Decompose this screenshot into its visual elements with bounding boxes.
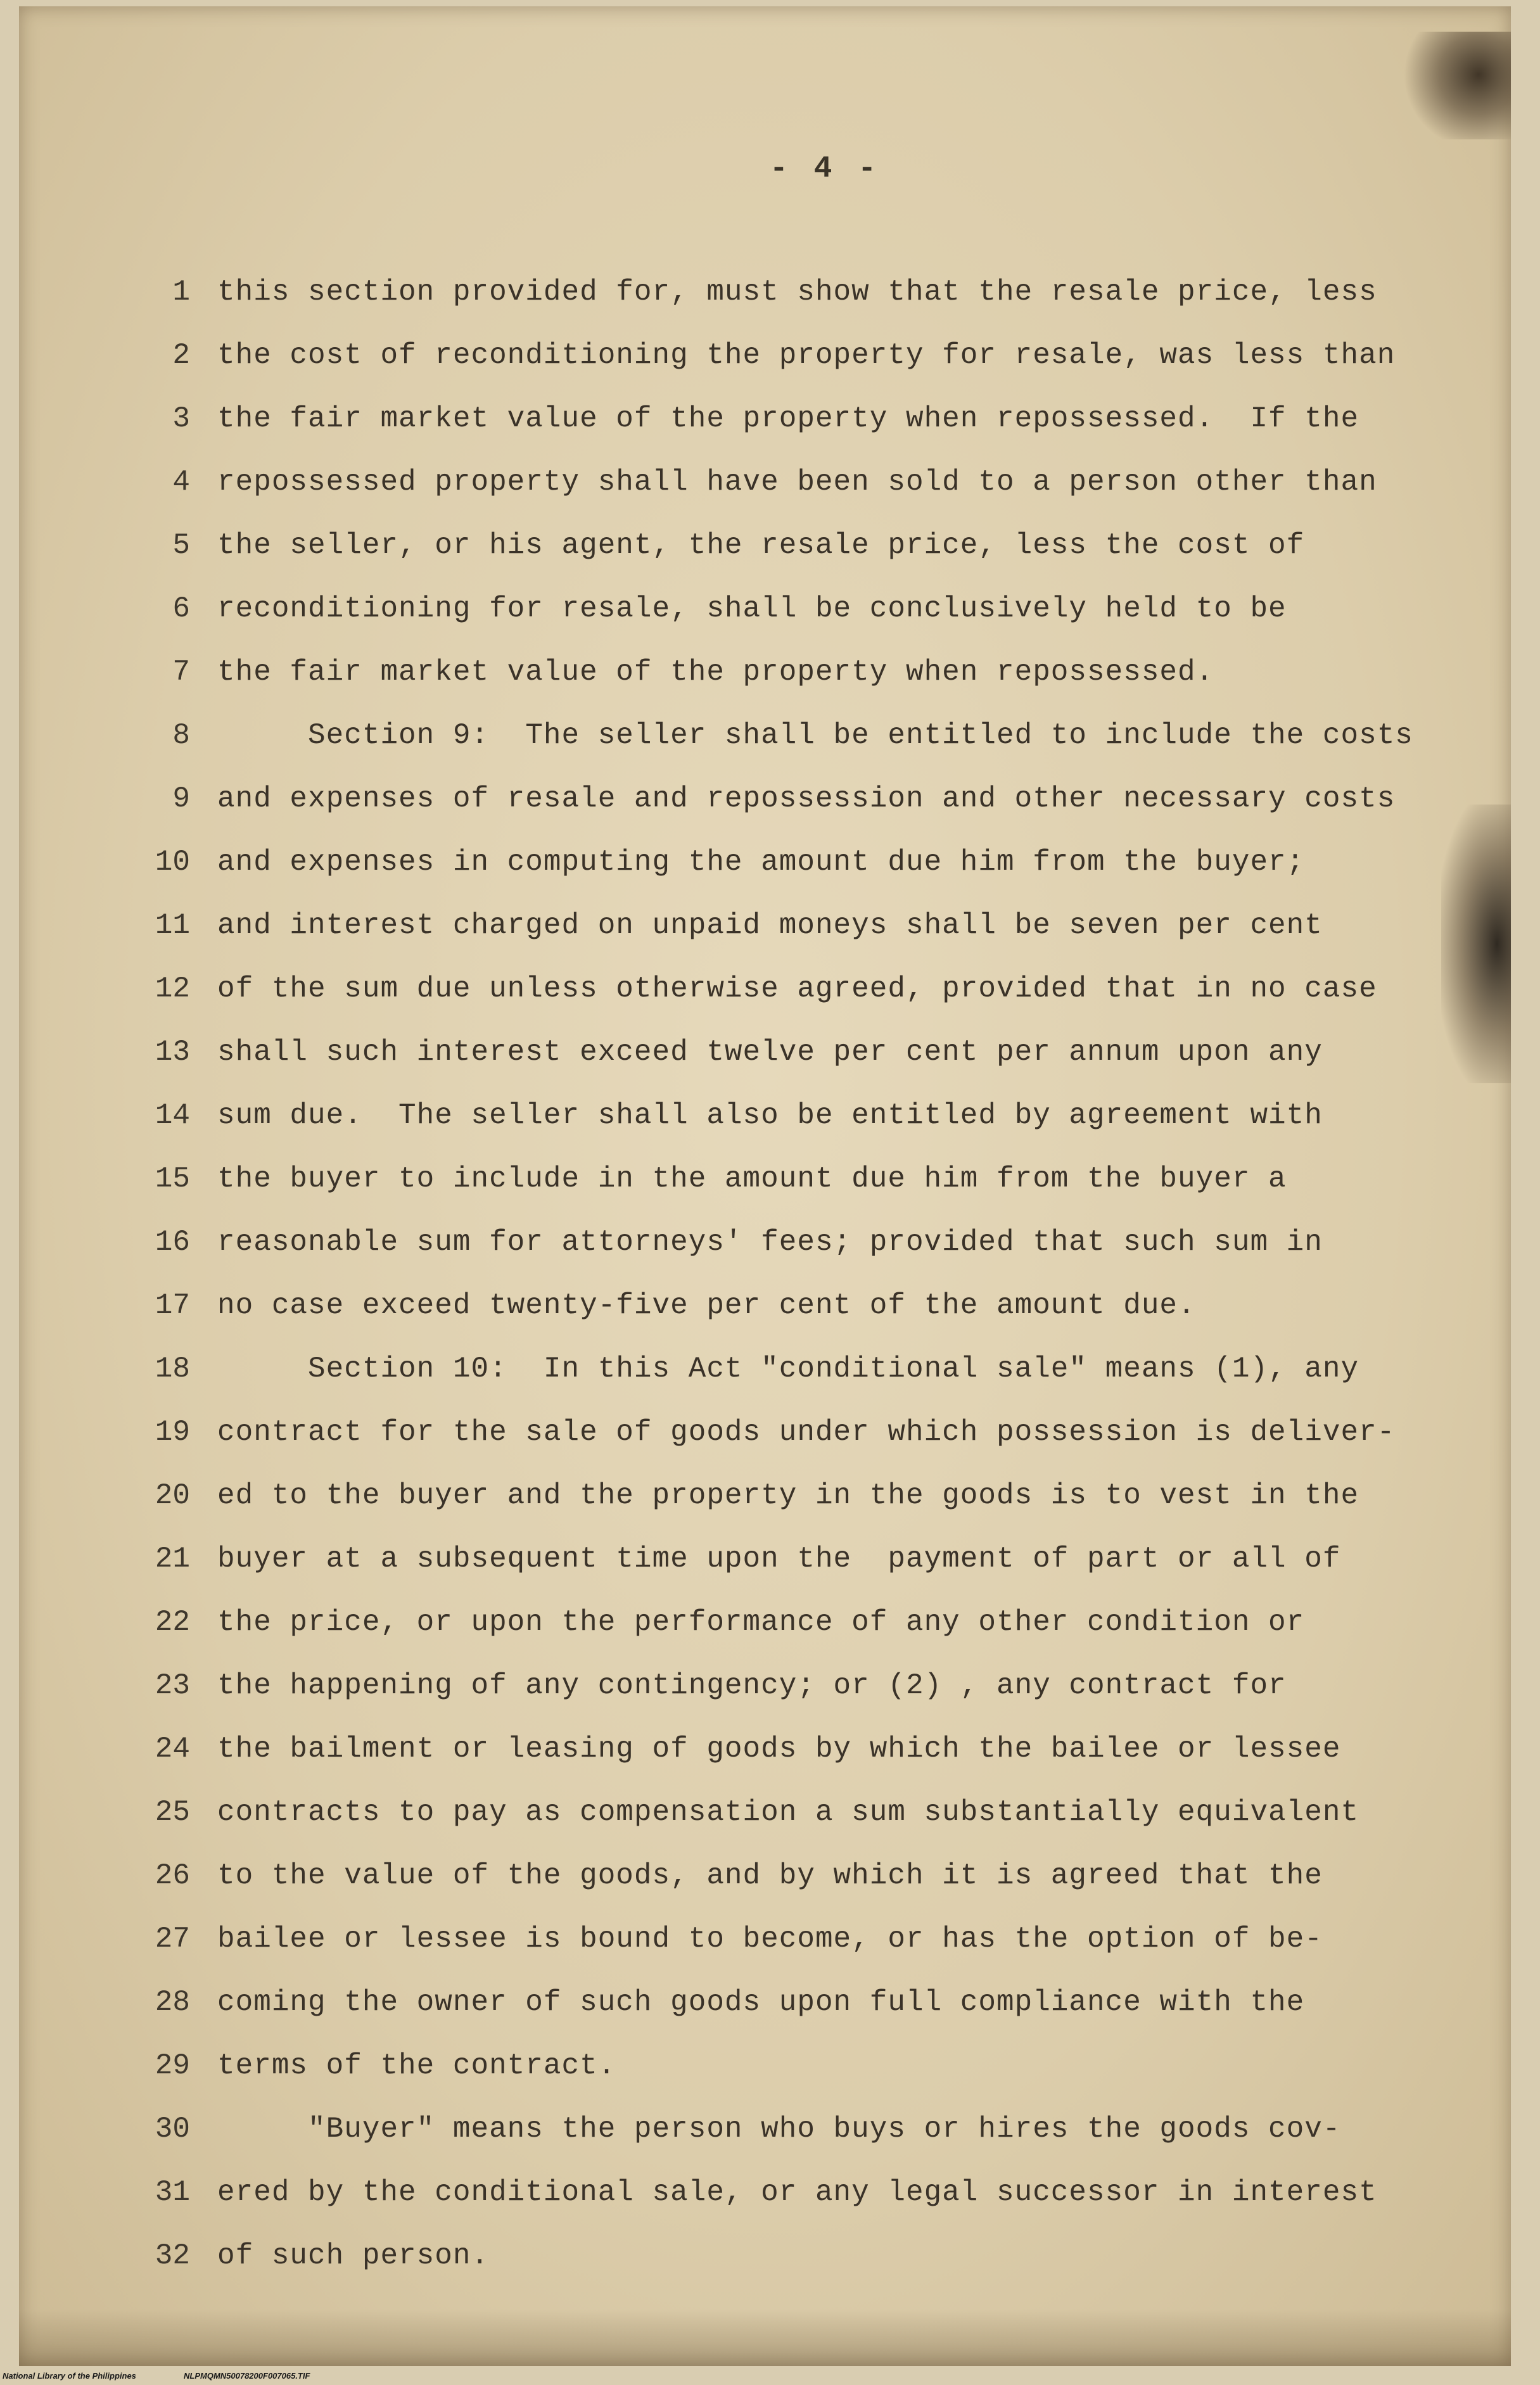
line-number: 1 (172, 276, 190, 308)
line-text: and expenses in computing the amount due him from the buyer; (217, 846, 1305, 879)
line-text: this section provided for, must show that the resale price, less (217, 276, 1377, 308)
line-text: no case exceed twenty-five per cent of the amount due. (217, 1289, 1196, 1322)
stain-top-right (1403, 32, 1511, 139)
line-number: 20 (155, 1479, 190, 1512)
line-text: reasonable sum for attorneys' fees; provided that such sum in (217, 1226, 1323, 1259)
line-number: 27 (155, 1923, 190, 1956)
line-text: sum due. The seller shall also be entitled by agreement with (217, 1099, 1323, 1132)
line-number: 22 (155, 1606, 190, 1639)
line-number: 7 (172, 656, 190, 689)
line-number: 24 (155, 1733, 190, 1765)
line-number: 28 (155, 1986, 190, 2019)
line-text: the cost of reconditioning the property for resale, was less than (217, 339, 1396, 372)
line-text: of the sum due unless otherwise agreed, provided that in no case (217, 972, 1377, 1005)
line-text: and expenses of resale and repossession and other necessary costs (217, 782, 1396, 815)
line-text: contract for the sale of goods under which possession is deliver- (217, 1416, 1396, 1449)
line-text: terms of the contract. (217, 2049, 616, 2082)
line-number: 2 (172, 339, 190, 372)
line-text: ered by the conditional sale, or any legal successor in interest (217, 2176, 1377, 2209)
line-number: 30 (155, 2113, 190, 2146)
line-number: 14 (155, 1099, 190, 1132)
line-number: 5 (172, 529, 190, 562)
line-number: 16 (155, 1226, 190, 1259)
line-text: bailee or lessee is bound to become, or has the option of be- (217, 1923, 1323, 1956)
line-number: 17 (155, 1289, 190, 1322)
page-edge-shadow (19, 2309, 1511, 2366)
line-number: 3 (172, 402, 190, 435)
line-number: 8 (172, 719, 190, 752)
line-number: 21 (155, 1542, 190, 1575)
line-text: the price, or upon the performance of any other condition or (217, 1606, 1305, 1639)
line-text: Section 9: The seller shall be entitled to include the costs (217, 719, 1413, 752)
line-text: the bailment or leasing of goods by which the bailee or lessee (217, 1733, 1341, 1765)
line-number: 12 (155, 972, 190, 1005)
line-text: "Buyer" means the person who buys or hires the goods cov- (217, 2113, 1341, 2146)
archive-file-code: NLPMQMN50078200F007065.TIF (184, 2371, 310, 2381)
line-text: of such person. (217, 2239, 490, 2272)
line-number: 23 (155, 1669, 190, 1702)
line-number: 19 (155, 1416, 190, 1449)
line-text: ed to the buyer and the property in the goods is to vest in the (217, 1479, 1359, 1512)
line-text: the buyer to include in the amount due him from the buyer a (217, 1162, 1287, 1195)
line-text: the happening of any contingency; or (2) , any contract for (217, 1669, 1287, 1702)
line-text: to the value of the goods, and by which it is agreed that the (217, 1859, 1323, 1892)
line-text: reconditioning for resale, shall be conclusively held to be (217, 592, 1287, 625)
line-number: 13 (155, 1036, 190, 1069)
line-text: the fair market value of the property when repossessed. (217, 656, 1214, 689)
line-number: 29 (155, 2049, 190, 2082)
line-text: coming the owner of such goods upon full compliance with the (217, 1986, 1305, 2019)
archive-credit: National Library of the Philippines (3, 2371, 136, 2381)
line-text: contracts to pay as compensation a sum substantially equivalent (217, 1796, 1359, 1829)
line-number: 15 (155, 1162, 190, 1195)
line-number: 4 (172, 466, 190, 499)
line-text: and interest charged on unpaid moneys shall be seven per cent (217, 909, 1323, 942)
line-number: 9 (172, 782, 190, 815)
line-number: 6 (172, 592, 190, 625)
line-text: buyer at a subsequent time upon the payment of part or all of (217, 1542, 1341, 1575)
line-number: 32 (155, 2239, 190, 2272)
line-text: the fair market value of the property when repossessed. If the (217, 402, 1359, 435)
line-text: the seller, or his agent, the resale price, less the cost of (217, 529, 1305, 562)
line-number: 11 (155, 909, 190, 942)
stain-right-edge (1441, 805, 1511, 1083)
line-text: shall such interest exceed twelve per cent per annum upon any (217, 1036, 1323, 1069)
line-number: 18 (155, 1352, 190, 1385)
page-number: - 4 - (770, 152, 881, 186)
line-number: 31 (155, 2176, 190, 2209)
line-number: 10 (155, 846, 190, 879)
line-text: repossessed property shall have been sold to a person other than (217, 466, 1377, 499)
line-number: 26 (155, 1859, 190, 1892)
line-number: 25 (155, 1796, 190, 1829)
line-text: Section 10: In this Act "conditional sale" means (1), any (217, 1352, 1359, 1385)
